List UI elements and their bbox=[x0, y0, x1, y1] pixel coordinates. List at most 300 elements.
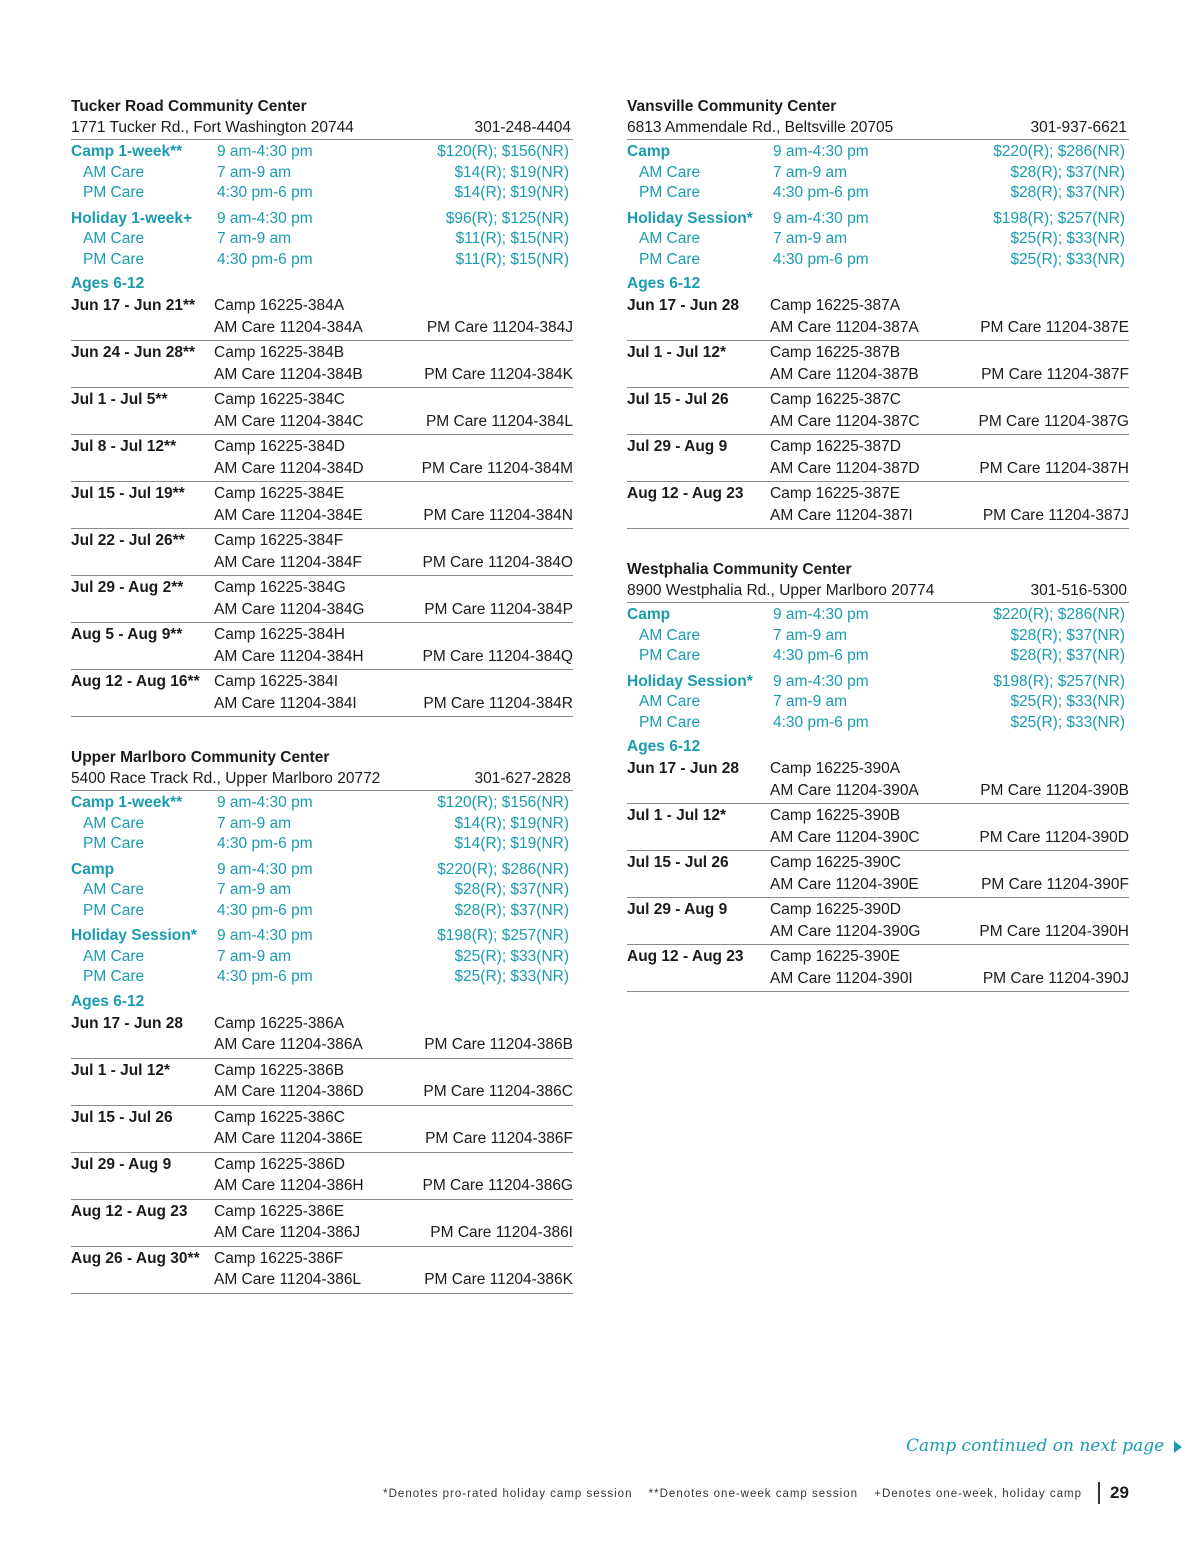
program-name: PM Care bbox=[83, 250, 145, 268]
session-line-care bbox=[71, 364, 573, 386]
program-price: $25(R); $33(NR) bbox=[454, 947, 569, 965]
program-time: 7 am-9 am bbox=[217, 881, 292, 898]
program-price: $198(R); $257(NR) bbox=[993, 209, 1125, 227]
program-name: AM Care bbox=[83, 230, 145, 247]
program-time: 4:30 pm-6 pm bbox=[773, 713, 869, 731]
program-row bbox=[71, 209, 573, 230]
program-price: $28(R); $37(NR) bbox=[1010, 184, 1125, 201]
session-pm-code: PM Care 11204-387H bbox=[979, 459, 1129, 477]
session-line-camp bbox=[71, 1060, 573, 1082]
center-phone: 301-937-6621 bbox=[1030, 119, 1127, 136]
session-line-camp bbox=[627, 805, 1129, 827]
session-pm-code: PM Care 11204-390H bbox=[979, 922, 1129, 940]
session-date: Jul 15 - Jul 26 bbox=[71, 1108, 173, 1126]
program-name: AM Care bbox=[83, 163, 145, 181]
session-line-care bbox=[627, 317, 1129, 339]
session-line-care bbox=[627, 364, 1129, 386]
program-time: 9 am-4:30 pm bbox=[217, 860, 313, 878]
session-line-camp bbox=[71, 577, 573, 599]
session-am-code: AM Care 11204-384G bbox=[214, 600, 365, 618]
ages-label: Ages 6-12 bbox=[71, 992, 145, 1010]
session-date: Jul 29 - Aug 9 bbox=[71, 1155, 172, 1173]
session-am-code: AM Care 11204-390A bbox=[770, 781, 919, 799]
program-price: $14(R); $19(NR) bbox=[454, 835, 569, 852]
session-camp-code: Camp 16225-386D bbox=[214, 1155, 345, 1173]
session-line-camp bbox=[71, 483, 573, 505]
session-camp-code: Camp 16225-390E bbox=[770, 948, 901, 965]
program-price: $25(R); $33(NR) bbox=[1010, 693, 1125, 710]
center-address-row bbox=[71, 117, 573, 140]
session-date: Jun 17 - Jun 28 bbox=[627, 297, 739, 314]
session-pm-code: PM Care 11204-384Q bbox=[422, 647, 573, 665]
session-am-code: AM Care 11204-387C bbox=[770, 412, 920, 430]
session-camp-code: Camp 16225-390D bbox=[770, 901, 901, 918]
program-row bbox=[71, 901, 573, 922]
session-line-camp bbox=[627, 436, 1129, 458]
program-row bbox=[627, 209, 1129, 230]
session-am-code: AM Care 11204-387A bbox=[770, 318, 919, 336]
left-column bbox=[71, 96, 573, 1324]
session-date: Jul 1 - Jul 12* bbox=[627, 807, 727, 824]
session-date: Jul 1 - Jul 12* bbox=[71, 1061, 171, 1079]
program-time: 9 am-4:30 pm bbox=[217, 143, 313, 160]
program-time: 4:30 pm-6 pm bbox=[773, 250, 869, 268]
program-row bbox=[71, 860, 573, 881]
session-am-code: AM Care 11204-386L bbox=[214, 1271, 362, 1288]
session-line-care bbox=[71, 1128, 573, 1150]
session-pm-code: PM Care 11204-384O bbox=[422, 553, 573, 571]
program-price: $28(R); $37(NR) bbox=[454, 901, 569, 919]
session-camp-code: Camp 16225-384B bbox=[214, 344, 345, 361]
program-name: AM Care bbox=[83, 947, 145, 965]
session-date: Jul 29 - Aug 9 bbox=[627, 438, 728, 455]
session-pm-code: PM Care 11204-387F bbox=[981, 365, 1129, 383]
program-name: PM Care bbox=[83, 184, 145, 201]
session-row bbox=[627, 757, 1129, 804]
program-row bbox=[627, 646, 1129, 667]
session-line-care bbox=[71, 1081, 573, 1103]
session-row bbox=[627, 898, 1129, 945]
session-am-code: AM Care 11204-384A bbox=[214, 318, 363, 336]
session-camp-code: Camp 16225-386F bbox=[214, 1249, 344, 1267]
session-am-code: AM Care 11204-387D bbox=[770, 459, 920, 477]
session-camp-code: Camp 16225-384G bbox=[214, 579, 346, 596]
session-pm-code: PM Care 11204-386K bbox=[424, 1271, 573, 1288]
session-row bbox=[71, 435, 573, 482]
center-phone: 301-248-4404 bbox=[474, 119, 571, 136]
session-line-camp bbox=[627, 389, 1129, 411]
session-row bbox=[71, 670, 573, 717]
session-pm-code: PM Care 11204-386I bbox=[430, 1224, 573, 1241]
program-row bbox=[71, 880, 573, 901]
session-camp-code: Camp 16225-386E bbox=[214, 1202, 345, 1220]
footnote-one-week: **Denotes one-week camp session bbox=[648, 1488, 859, 1500]
session-row bbox=[627, 851, 1129, 898]
program-row bbox=[627, 183, 1129, 204]
ages-label: Ages 6-12 bbox=[627, 738, 701, 755]
center-address: 8900 Westphalia Rd., Upper Marlboro 20774 bbox=[627, 582, 935, 599]
session-camp-code: Camp 16225-386C bbox=[214, 1108, 345, 1126]
program-name: Camp bbox=[627, 606, 671, 623]
program-group bbox=[71, 860, 573, 922]
session-camp-code: Camp 16225-384D bbox=[214, 438, 345, 455]
session-pm-code: PM Care 11204-386F bbox=[425, 1130, 573, 1147]
session-line-care bbox=[71, 317, 573, 339]
session-line-care bbox=[71, 646, 573, 668]
session-am-code: AM Care 11204-384E bbox=[214, 506, 363, 524]
session-date: Jul 1 - Jul 12* bbox=[627, 344, 727, 361]
center-name: Vansville Community Center bbox=[627, 98, 837, 115]
program-group bbox=[71, 793, 573, 855]
program-price: $25(R); $33(NR) bbox=[1010, 230, 1125, 247]
ages-label: Ages 6-12 bbox=[71, 275, 145, 292]
program-name: Holiday Session* bbox=[627, 672, 753, 690]
program-price: $220(R); $286(NR) bbox=[993, 606, 1125, 623]
program-price: $11(R); $15(NR) bbox=[455, 230, 569, 247]
session-row bbox=[71, 388, 573, 435]
session-line-camp bbox=[71, 530, 573, 552]
program-time: 7 am-9 am bbox=[217, 163, 292, 181]
program-name: Camp bbox=[627, 143, 671, 160]
session-line-camp bbox=[627, 295, 1129, 317]
session-pm-code: PM Care 11204-390F bbox=[981, 875, 1129, 893]
program-name: AM Care bbox=[639, 626, 701, 644]
session-line-camp bbox=[71, 342, 573, 364]
session-am-code: AM Care 11204-390C bbox=[770, 828, 920, 846]
program-name: AM Care bbox=[83, 814, 145, 832]
center-name: Westphalia Community Center bbox=[627, 561, 852, 578]
session-row bbox=[71, 341, 573, 388]
session-date: Jul 8 - Jul 12** bbox=[71, 438, 177, 455]
program-price: $14(R); $19(NR) bbox=[454, 814, 569, 832]
center-phone: 301-516-5300 bbox=[1030, 582, 1127, 599]
program-group bbox=[627, 209, 1129, 271]
session-date: Aug 12 - Aug 23 bbox=[627, 948, 744, 965]
program-price: $28(R); $37(NR) bbox=[454, 881, 569, 898]
session-date: Jul 29 - Aug 2** bbox=[71, 579, 184, 596]
session-camp-code: Camp 16225-384F bbox=[214, 532, 344, 549]
footnote-holiday: *Denotes pro-rated holiday camp session bbox=[383, 1488, 633, 1500]
program-row bbox=[71, 834, 573, 855]
program-name: AM Care bbox=[639, 693, 701, 710]
program-time: 4:30 pm-6 pm bbox=[217, 184, 313, 201]
program-time: 9 am-4:30 pm bbox=[217, 209, 313, 227]
session-row bbox=[627, 435, 1129, 482]
session-camp-code: Camp 16225-384I bbox=[214, 673, 339, 690]
program-row bbox=[71, 183, 573, 204]
session-am-code: AM Care 11204-384B bbox=[214, 365, 363, 383]
program-name: PM Care bbox=[639, 713, 701, 731]
session-camp-code: Camp 16225-386B bbox=[214, 1061, 345, 1079]
program-name: AM Care bbox=[639, 163, 701, 181]
session-pm-code: PM Care 11204-386G bbox=[422, 1177, 573, 1194]
program-row bbox=[627, 672, 1129, 693]
session-row bbox=[71, 1059, 573, 1106]
program-row bbox=[71, 229, 573, 250]
session-camp-code: Camp 16225-386A bbox=[214, 1014, 345, 1032]
session-line-camp bbox=[71, 671, 573, 693]
session-pm-code: PM Care 11204-387E bbox=[980, 318, 1129, 336]
program-row bbox=[627, 250, 1129, 271]
session-pm-code: PM Care 11204-386B bbox=[424, 1036, 573, 1053]
program-name: PM Care bbox=[83, 968, 145, 985]
community-center-section bbox=[627, 559, 1129, 992]
program-price: $25(R); $33(NR) bbox=[1010, 713, 1125, 731]
program-price: $25(R); $33(NR) bbox=[454, 968, 569, 985]
program-name: Camp 1-week** bbox=[71, 143, 183, 160]
session-pm-code: PM Care 11204-384R bbox=[423, 694, 573, 712]
program-price: $28(R); $37(NR) bbox=[1010, 626, 1125, 644]
program-row bbox=[627, 142, 1129, 163]
program-price: $25(R); $33(NR) bbox=[1010, 250, 1125, 268]
session-date: Aug 12 - Aug 16** bbox=[71, 673, 200, 690]
center-phone: 301-627-2828 bbox=[474, 770, 571, 787]
session-line-care bbox=[627, 921, 1129, 943]
session-camp-code: Camp 16225-384A bbox=[214, 297, 345, 314]
footnotes bbox=[371, 1488, 1082, 1500]
program-time: 7 am-9 am bbox=[217, 814, 292, 832]
session-line-camp bbox=[71, 1201, 573, 1223]
program-price: $120(R); $156(NR) bbox=[437, 794, 569, 811]
session-date: Aug 12 - Aug 23 bbox=[627, 485, 744, 502]
program-name: PM Care bbox=[639, 184, 701, 201]
session-row bbox=[71, 1012, 573, 1059]
session-date: Aug 5 - Aug 9** bbox=[71, 626, 183, 643]
session-line-care bbox=[71, 458, 573, 480]
session-line-care bbox=[627, 458, 1129, 480]
program-name: Camp bbox=[71, 860, 115, 878]
session-row bbox=[627, 388, 1129, 435]
center-name: Upper Marlboro Community Center bbox=[71, 749, 330, 766]
program-time: 9 am-4:30 pm bbox=[217, 927, 313, 944]
session-am-code: AM Care 11204-386D bbox=[214, 1083, 364, 1100]
program-row bbox=[71, 814, 573, 835]
session-pm-code: PM Care 11204-384N bbox=[423, 506, 573, 524]
session-line-care bbox=[627, 505, 1129, 527]
program-price: $198(R); $257(NR) bbox=[993, 672, 1125, 690]
program-price: $220(R); $286(NR) bbox=[993, 143, 1125, 160]
program-group bbox=[627, 672, 1129, 734]
session-line-care bbox=[627, 780, 1129, 802]
session-line-camp bbox=[71, 1013, 573, 1035]
program-time: 9 am-4:30 pm bbox=[217, 794, 313, 811]
session-row bbox=[71, 576, 573, 623]
program-group bbox=[71, 209, 573, 271]
program-time: 7 am-9 am bbox=[773, 230, 848, 247]
session-camp-code: Camp 16225-387B bbox=[770, 344, 901, 361]
session-line-camp bbox=[71, 1154, 573, 1176]
session-date: Jul 29 - Aug 9 bbox=[627, 901, 728, 918]
program-price: $14(R); $19(NR) bbox=[454, 163, 569, 181]
session-am-code: AM Care 11204-386E bbox=[214, 1130, 363, 1147]
session-line-camp bbox=[71, 295, 573, 317]
session-am-code: AM Care 11204-384F bbox=[214, 553, 362, 571]
program-time: 7 am-9 am bbox=[217, 230, 292, 247]
session-line-care bbox=[71, 505, 573, 527]
session-line-care bbox=[71, 599, 573, 621]
program-time: 4:30 pm-6 pm bbox=[217, 835, 313, 852]
program-price: $220(R); $286(NR) bbox=[437, 860, 569, 878]
continued-text: Camp continued on next page bbox=[906, 1436, 1165, 1456]
program-time: 7 am-9 am bbox=[773, 693, 848, 710]
center-address: 5400 Race Track Rd., Upper Marlboro 20772 bbox=[71, 770, 381, 787]
session-date: Jul 15 - Jul 19** bbox=[71, 485, 185, 502]
session-date: Aug 12 - Aug 23 bbox=[71, 1202, 188, 1220]
session-am-code: AM Care 11204-384I bbox=[214, 694, 357, 712]
session-am-code: AM Care 11204-390G bbox=[770, 922, 921, 940]
session-am-code: AM Care 11204-384D bbox=[214, 459, 364, 477]
program-name: Holiday 1-week+ bbox=[71, 209, 193, 227]
session-row bbox=[71, 1106, 573, 1153]
program-price: $96(R); $125(NR) bbox=[445, 209, 569, 227]
program-price: $120(R); $156(NR) bbox=[437, 143, 569, 160]
session-line-care bbox=[71, 1269, 573, 1291]
session-am-code: AM Care 11204-384H bbox=[214, 647, 364, 665]
session-line-care bbox=[71, 552, 573, 574]
session-camp-code: Camp 16225-387C bbox=[770, 391, 901, 408]
session-line-camp bbox=[627, 946, 1129, 968]
session-camp-code: Camp 16225-390A bbox=[770, 760, 901, 777]
program-time: 7 am-9 am bbox=[773, 626, 848, 644]
session-camp-code: Camp 16225-390B bbox=[770, 807, 901, 824]
center-address-row bbox=[627, 580, 1129, 603]
session-pm-code: PM Care 11204-390J bbox=[982, 969, 1129, 987]
session-row bbox=[71, 1200, 573, 1247]
session-date: Jun 17 - Jun 28 bbox=[71, 1014, 183, 1032]
session-pm-code: PM Care 11204-384M bbox=[421, 459, 573, 477]
session-line-camp bbox=[71, 436, 573, 458]
session-camp-code: Camp 16225-387A bbox=[770, 297, 901, 314]
program-price: $14(R); $19(NR) bbox=[454, 184, 569, 201]
session-line-camp bbox=[71, 389, 573, 411]
session-line-care bbox=[71, 1222, 573, 1244]
center-address: 1771 Tucker Rd., Fort Washington 20744 bbox=[71, 119, 354, 136]
program-time: 4:30 pm-6 pm bbox=[217, 250, 313, 268]
session-line-camp bbox=[627, 899, 1129, 921]
community-center-section bbox=[71, 96, 573, 717]
session-pm-code: PM Care 11204-390D bbox=[979, 828, 1129, 846]
session-row bbox=[71, 482, 573, 529]
session-row bbox=[71, 623, 573, 670]
community-center-section bbox=[71, 747, 573, 1294]
center-address-row bbox=[627, 117, 1129, 140]
session-pm-code: PM Care 11204-386C bbox=[423, 1083, 573, 1100]
program-name: Camp 1-week** bbox=[71, 794, 183, 811]
program-price: $28(R); $37(NR) bbox=[1010, 647, 1125, 664]
program-row bbox=[71, 967, 573, 988]
session-date: Jun 17 - Jun 28 bbox=[627, 760, 739, 777]
program-time: 4:30 pm-6 pm bbox=[773, 647, 869, 664]
program-row bbox=[71, 793, 573, 814]
session-am-code: AM Care 11204-386H bbox=[214, 1177, 364, 1194]
program-row bbox=[71, 142, 573, 163]
session-line-care bbox=[71, 1034, 573, 1056]
session-row bbox=[71, 294, 573, 341]
session-line-care bbox=[627, 411, 1129, 433]
program-row bbox=[627, 626, 1129, 647]
ages-label: Ages 6-12 bbox=[627, 275, 701, 292]
program-time: 4:30 pm-6 pm bbox=[773, 184, 869, 201]
footnote-one-week-holiday: +Denotes one-week, holiday camp bbox=[874, 1488, 1082, 1500]
session-am-code: AM Care 11204-386A bbox=[214, 1036, 363, 1053]
page-number: 29 bbox=[1098, 1482, 1129, 1504]
session-pm-code: PM Care 11204-384J bbox=[426, 318, 573, 336]
session-date: Jun 24 - Jun 28** bbox=[71, 344, 196, 361]
session-pm-code: PM Care 11204-384P bbox=[424, 600, 573, 618]
session-line-camp bbox=[627, 852, 1129, 874]
program-row bbox=[627, 229, 1129, 250]
program-price: $198(R); $257(NR) bbox=[437, 927, 569, 944]
session-camp-code: Camp 16225-384H bbox=[214, 626, 345, 643]
session-pm-code: PM Care 11204-387J bbox=[982, 506, 1129, 524]
program-price: $28(R); $37(NR) bbox=[1010, 163, 1125, 181]
program-name: PM Care bbox=[639, 647, 701, 664]
program-row bbox=[627, 692, 1129, 713]
community-center-section bbox=[627, 96, 1129, 529]
program-row bbox=[71, 250, 573, 271]
program-time: 4:30 pm-6 pm bbox=[217, 901, 313, 919]
program-row bbox=[627, 713, 1129, 734]
session-camp-code: Camp 16225-387D bbox=[770, 438, 901, 455]
program-row bbox=[627, 605, 1129, 626]
program-row bbox=[71, 947, 573, 968]
session-line-camp bbox=[71, 624, 573, 646]
program-name: Holiday Session* bbox=[627, 209, 753, 227]
session-camp-code: Camp 16225-390C bbox=[770, 854, 901, 871]
program-price: $11(R); $15(NR) bbox=[455, 250, 569, 268]
session-am-code: AM Care 11204-386J bbox=[214, 1224, 361, 1241]
session-row bbox=[71, 1247, 573, 1294]
program-group bbox=[627, 605, 1129, 667]
session-am-code: AM Care 11204-390E bbox=[770, 875, 919, 893]
center-name: Tucker Road Community Center bbox=[71, 98, 307, 115]
center-address-row bbox=[71, 768, 573, 791]
program-name: Holiday Session* bbox=[71, 927, 197, 944]
session-date: Jul 15 - Jul 26 bbox=[627, 391, 729, 408]
program-time: 9 am-4:30 pm bbox=[773, 143, 869, 160]
program-time: 7 am-9 am bbox=[217, 947, 292, 965]
session-row bbox=[627, 804, 1129, 851]
program-group bbox=[627, 142, 1129, 204]
session-line-care bbox=[627, 874, 1129, 896]
session-line-care bbox=[627, 968, 1129, 990]
session-row bbox=[627, 341, 1129, 388]
program-time: 9 am-4:30 pm bbox=[773, 209, 869, 227]
program-name: PM Care bbox=[83, 835, 145, 852]
session-line-camp bbox=[71, 1248, 573, 1270]
session-date: Jun 17 - Jun 21** bbox=[71, 297, 196, 314]
session-line-camp bbox=[627, 483, 1129, 505]
program-group bbox=[71, 926, 573, 988]
session-line-camp bbox=[627, 758, 1129, 780]
program-time: 4:30 pm-6 pm bbox=[217, 968, 313, 985]
session-pm-code: PM Care 11204-387G bbox=[978, 412, 1129, 430]
program-name: AM Care bbox=[639, 230, 701, 247]
session-date: Aug 26 - Aug 30** bbox=[71, 1249, 200, 1267]
continued-link[interactable] bbox=[906, 1436, 1182, 1456]
center-address: 6813 Ammendale Rd., Beltsville 20705 bbox=[627, 119, 894, 136]
session-camp-code: Camp 16225-384C bbox=[214, 391, 345, 408]
session-line-care bbox=[627, 827, 1129, 849]
program-time: 9 am-4:30 pm bbox=[773, 672, 869, 690]
session-row bbox=[627, 294, 1129, 341]
session-pm-code: PM Care 11204-384L bbox=[425, 412, 573, 430]
session-line-care bbox=[71, 411, 573, 433]
session-row bbox=[71, 1153, 573, 1200]
program-row bbox=[71, 163, 573, 184]
session-date: Jul 1 - Jul 5** bbox=[71, 391, 168, 408]
session-date: Jul 22 - Jul 26** bbox=[71, 532, 185, 549]
